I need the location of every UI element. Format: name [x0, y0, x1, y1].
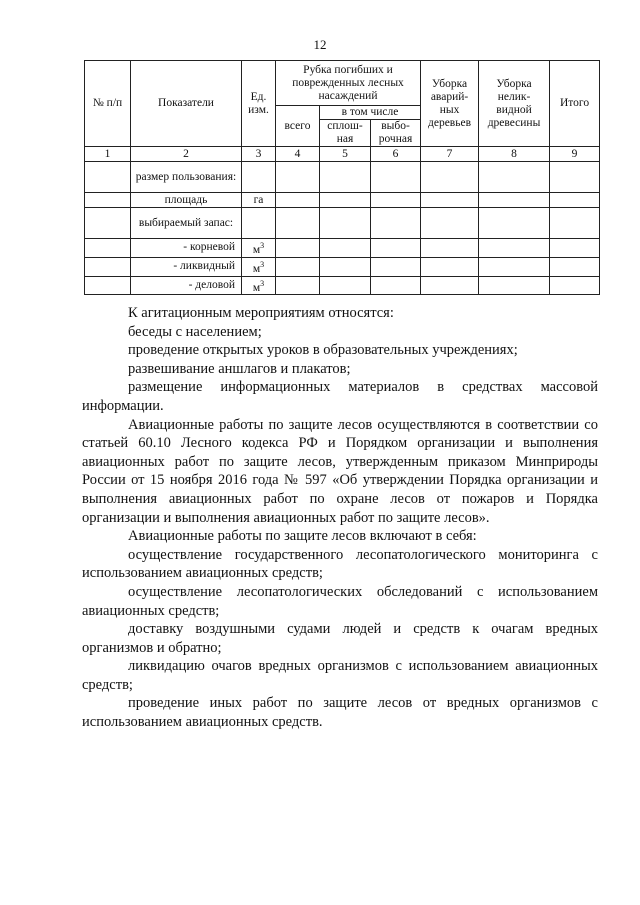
header-clear: сплош-ная — [320, 120, 371, 147]
row-unit: $м^3$ — [242, 257, 276, 276]
paragraph: доставку воздушными судами людей и средств к очагам вредных организмов и обратно; — [82, 621, 598, 656]
paragraph: осуществление лесопатологических обследований с использованием авиационных средств; — [82, 583, 598, 619]
index-cell: 7 — [421, 147, 479, 162]
page-number: 12 — [313, 37, 327, 52]
header-unit: Ед. изм. — [242, 61, 276, 147]
index-cell: 2 — [131, 147, 242, 162]
index-cell: 3 — [242, 147, 276, 162]
paragraph: К агитационным мероприятиям относятся: — [128, 305, 394, 321]
header-selective: выбо-рочная — [371, 120, 421, 147]
table-row — [85, 257, 600, 276]
row-unit — [242, 162, 276, 193]
row-label: выбираемый запас: — [131, 208, 242, 239]
row-label: размер пользования: — [131, 162, 242, 193]
row-unit: $м^3$ — [242, 239, 276, 258]
paragraph: размещение информационных материалов в средствах массовой информации. — [82, 379, 598, 414]
paragraph: проведение открытых уроков в образовательных учреждениях; — [128, 342, 518, 359]
body-text — [82, 304, 598, 732]
row-label: - деловой — [131, 276, 242, 295]
row-label: - корневой — [131, 239, 242, 258]
paragraph: ликвидацию очагов вредных организмов с использованием авиационных средств; — [82, 658, 598, 693]
index-cell: 1 — [85, 147, 131, 162]
table-row — [85, 162, 600, 193]
header-illiquid: Уборка нелик-видной древесины — [479, 61, 550, 147]
paragraph: беседы с населением; — [128, 323, 262, 340]
paragraph: осуществление государственного лесопатологического мониторинга с использованием авиационных средств; — [82, 546, 598, 582]
header-felling-group: Рубка погибших и поврежденных лесных насаждений — [276, 61, 421, 106]
index-cell: 4 — [276, 147, 320, 162]
index-cell: 5 — [320, 147, 371, 162]
index-cell: 8 — [479, 147, 550, 162]
paragraph: развешивание аншлагов и плакатов; — [128, 360, 351, 377]
header-emergency: Уборка аварий-ных деревьев — [421, 61, 479, 147]
table-row — [85, 276, 600, 295]
paragraph: Авиационные работы по защите лесов осуществляются в соответствии со статьей 60.10 Лесного кодекса РФ и Порядком организации и выполнения авиационных работ по защите лесов, утвержденным приказом Минприроды России от 15 ноября 2016 года № 597 «Об утверждении Порядка организации и выполнения авиационных работ по охране лесов от пожаров и Порядка организации и выполнения авиационных работ по защите лесов». — [82, 416, 598, 526]
forest-protection-table — [84, 60, 600, 295]
header-num: № п/п — [85, 61, 131, 147]
table-row — [85, 239, 600, 258]
header-indicator: Показатели — [131, 61, 242, 147]
row-label: площадь — [131, 193, 242, 208]
header-itogo: Итого — [550, 61, 600, 147]
table-row — [85, 193, 600, 208]
header-total-felling: всего — [276, 106, 320, 147]
table-row — [85, 208, 600, 239]
row-unit: $м^3$ — [242, 276, 276, 295]
row-unit — [242, 208, 276, 239]
row-label: - ликвидный — [131, 257, 242, 276]
paragraph: Авиационные работы по защите лесов включают в себя: — [128, 528, 477, 545]
index-cell: 6 — [371, 147, 421, 162]
paragraph: проведение иных работ по защите лесов от вредных организмов с использованием авиационных средств. — [82, 695, 598, 731]
index-cell: 9 — [550, 147, 600, 162]
header-including: в том числе — [320, 106, 421, 120]
row-unit: га — [242, 193, 276, 208]
